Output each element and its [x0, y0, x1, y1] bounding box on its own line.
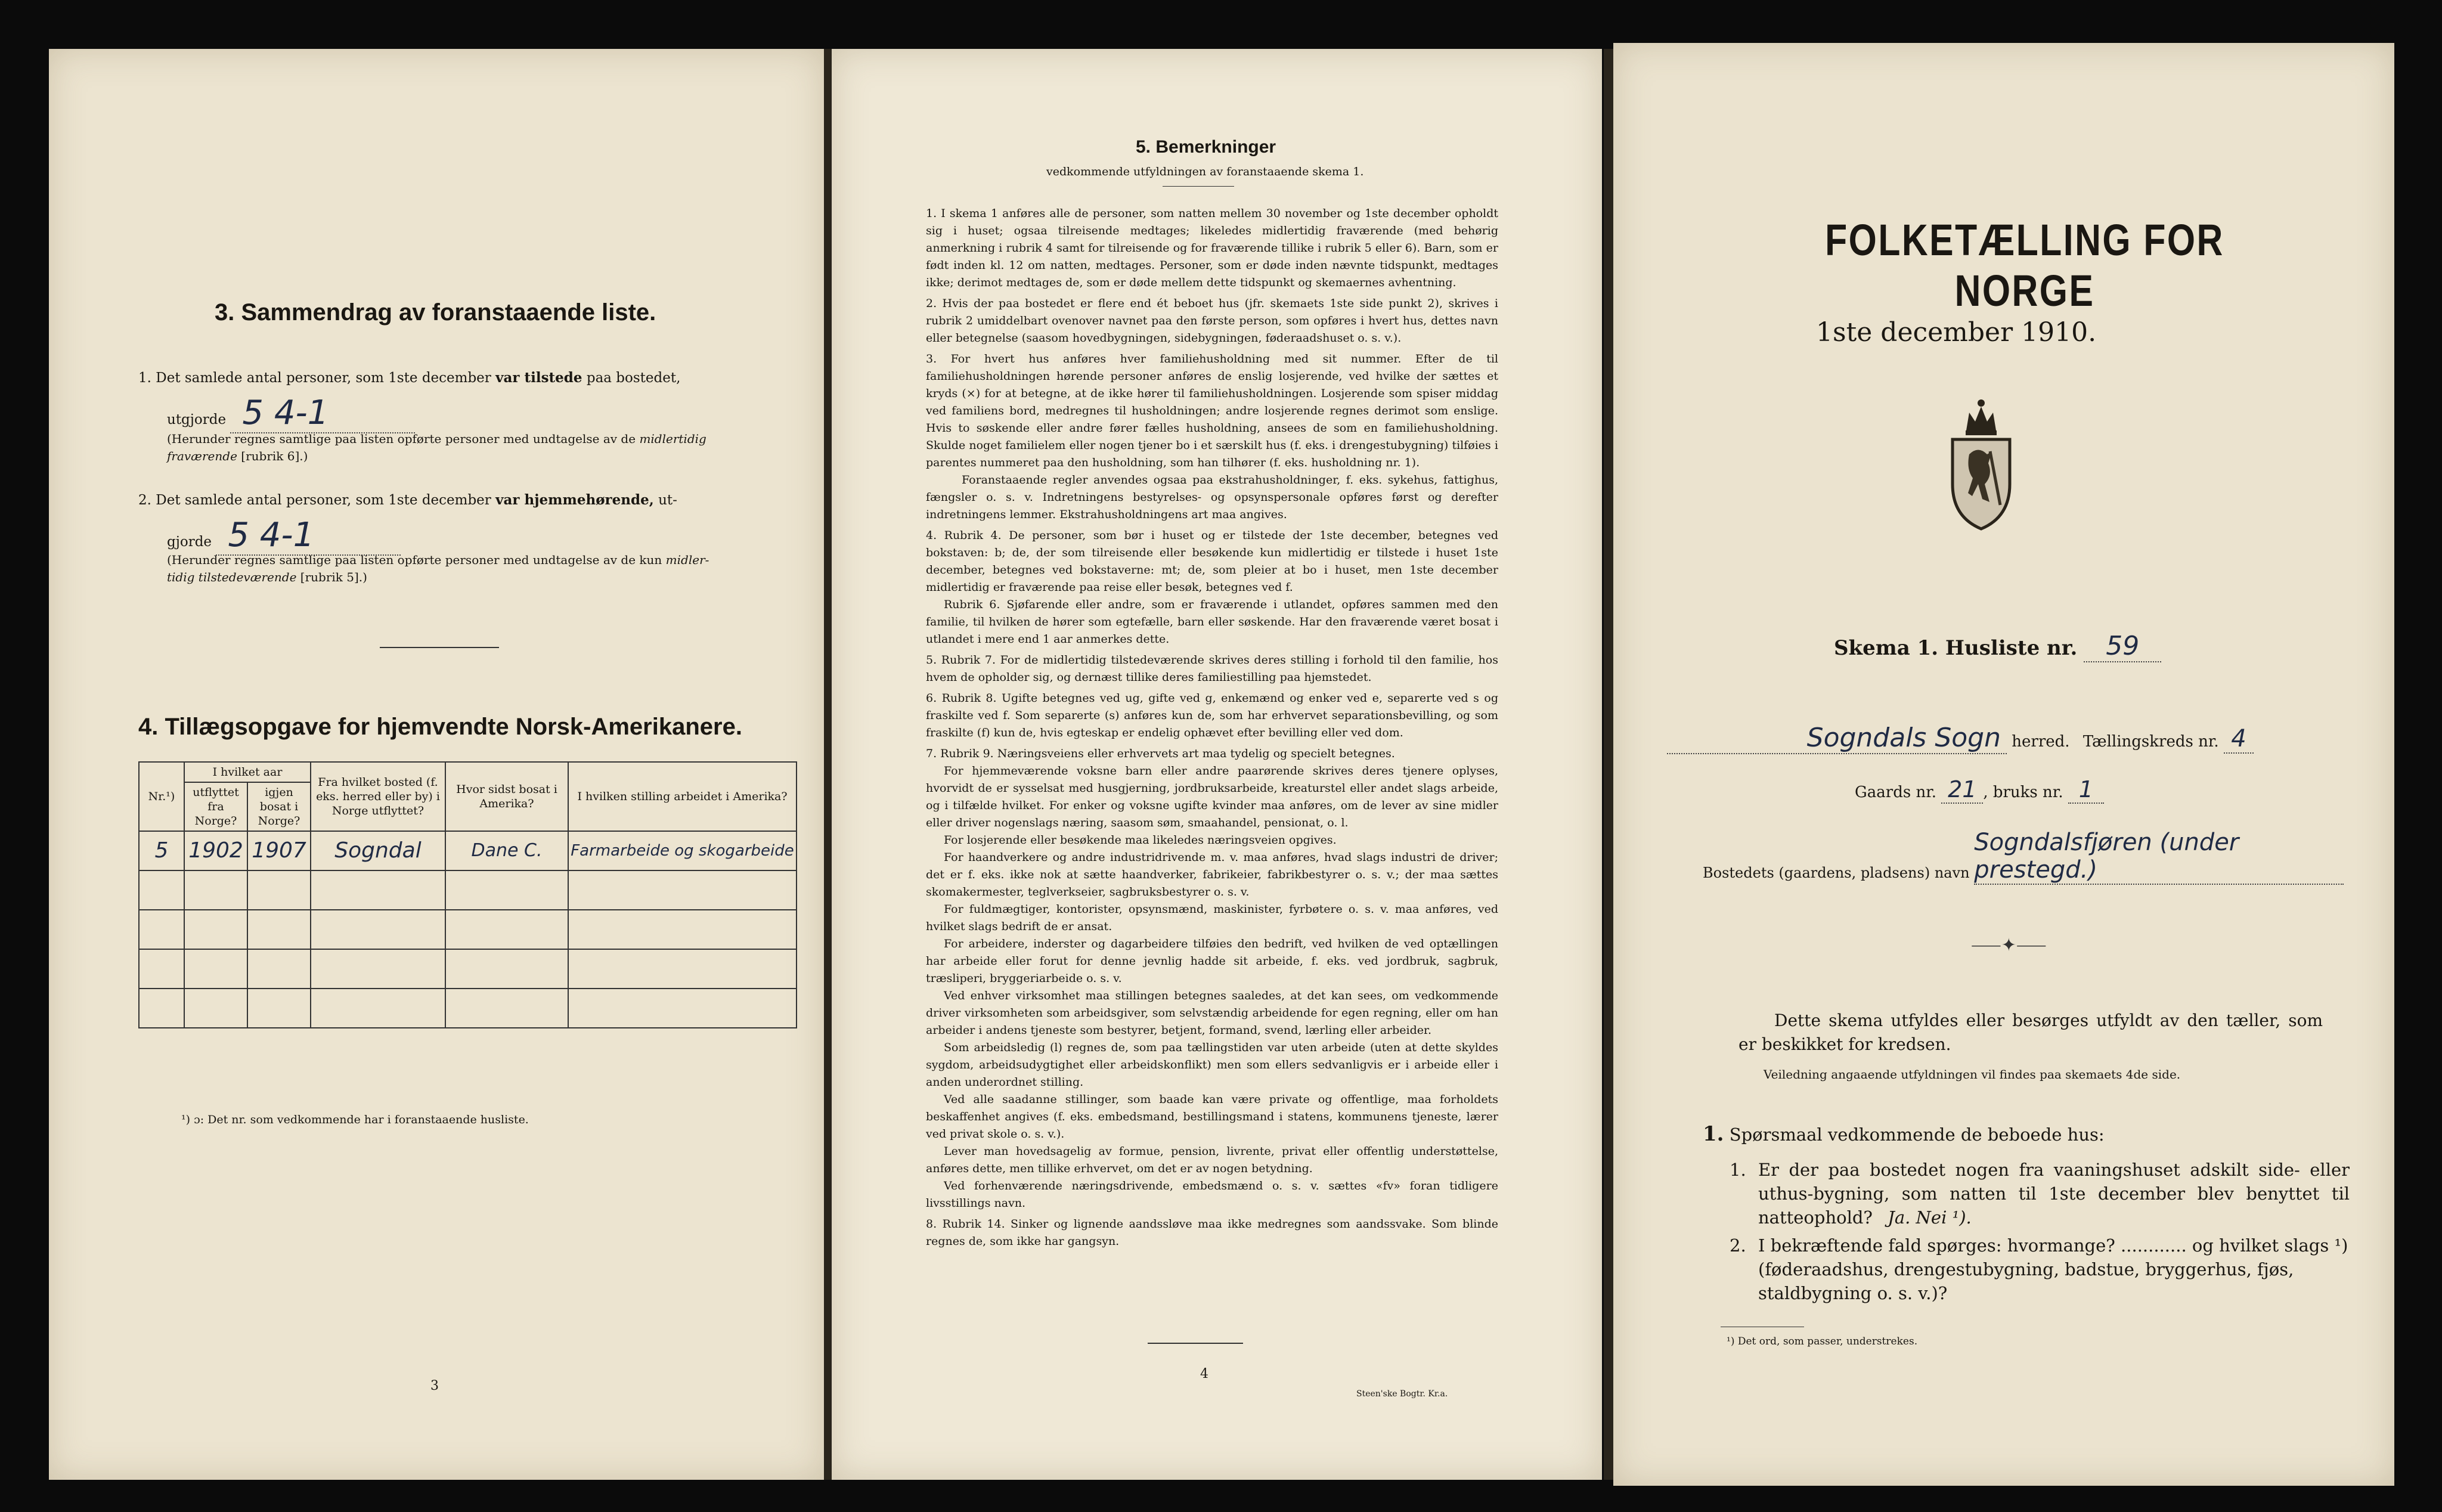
remark-paragraph: 1. I skema 1 anføres alle de personer, som natten mellem 30 november og 1ste december opholdt sig i huset; ogsaa tilreisende medtages; likeledes midlertidig fraværende (med behørig anmerkning i rubrik 4 samt for tilreisende og for fraværende tillike i rubrik 5 eller 6). Barn, som er født inden kl. 12 om natten, medtages. Personer, som er døde inden nævnte tidspunkt, medtages ikke; derimot medtages de, som er døde mellem dette tidspunkt og skemaernes avhentning.	[926, 207, 1498, 289]
cell-from[interactable]	[311, 870, 445, 910]
cell-nr[interactable]	[139, 870, 184, 910]
item-number: 1.	[138, 370, 151, 386]
cell-emigrated[interactable]: 1902	[184, 831, 247, 870]
col-returned: igjen bosat i Norge?	[247, 782, 311, 831]
col-from: Fra hvilket bosted (f. eks. herred eller by) i Norge utflyttet?	[311, 762, 445, 831]
cell-emigrated[interactable]	[184, 989, 247, 1028]
heading-text: Spørsmaal vedkommende de beboede hus:	[1729, 1124, 2105, 1145]
note-italic: tidig tilstedeværende	[167, 570, 297, 584]
divider	[1148, 1343, 1243, 1344]
cell-nr[interactable]	[139, 989, 184, 1028]
question-1	[1730, 1158, 2350, 1229]
question-text: I bekræftende fald spørges: hvormange? ............ og hvilket slags ¹) (føderaadshus, drengestubygning, badstue, bryggerhus, fjøs, staldbygning o. s. v.)?	[1758, 1235, 2348, 1303]
cell-emigrated[interactable]	[184, 870, 247, 910]
note-text: [rubrik 6].)	[241, 449, 308, 463]
cell-position[interactable]	[568, 989, 797, 1028]
bruks-number[interactable]: 1	[2068, 776, 2104, 804]
cell-returned[interactable]	[247, 870, 311, 910]
question-number: 2.	[1730, 1235, 1746, 1256]
col-where: Hvor sidst bosat i Amerika?	[445, 762, 568, 831]
remark-paragraph: 7. Rubrik 9. Næringsveiens eller erhvervets art maa tydelig og specielt betegnes.	[926, 747, 1395, 760]
item-text: ut-	[658, 492, 677, 508]
remark-paragraph: 5. Rubrik 7. For de midlertidig tilstedeværende skrives deres stilling i forhold til den familie, hos hvem de opholder sig, og dernæst tillike deres familiestilling paa hjemstedet.	[926, 653, 1498, 684]
cell-nr[interactable]: 5	[139, 831, 184, 870]
remark-paragraph: Ved forhenværende næringsdrivende, embedsmænd o. s. v. sættes «fv» foran tidligere livsstillings navn.	[926, 1179, 1498, 1210]
question-text: Er der paa bostedet nogen fra vaaningshuset adskilt side- eller uthus-bygning, som natten til 1ste december blev benyttet til natteophold?	[1758, 1160, 2350, 1228]
note-italic: fraværende	[167, 449, 237, 463]
skema-label: Skema 1. Husliste nr.	[1834, 636, 2078, 660]
item-text: Det samlede antal personer, som 1ste december	[156, 492, 491, 508]
note-text: (Herunder regnes samtlige paa listen opførte personer med undtagelse av de	[167, 432, 636, 446]
returnee-table	[138, 761, 797, 1028]
cell-from[interactable]	[311, 989, 445, 1028]
note-text: [rubrik 5].)	[300, 570, 367, 584]
questions-heading	[1703, 1122, 2105, 1146]
cell-position[interactable]: Farmarbeide og skogarbeide	[568, 831, 797, 870]
note-italic: midlertidig	[639, 432, 706, 446]
skema-line	[1834, 631, 2161, 662]
resident-total-value[interactable]: 5 4-1	[216, 516, 401, 556]
coat-of-arms-icon	[1945, 395, 2017, 538]
page-number: 4	[1200, 1367, 1208, 1381]
cell-nr[interactable]	[139, 910, 184, 949]
col-position: I hvilken stilling arbeidet i Amerika?	[568, 762, 797, 831]
cell-nr[interactable]	[139, 949, 184, 989]
remark-paragraph: 3. For hvert hus anføres hver familiehusholdning med sit nummer. Efter de til familiehusholdningen hørende personer anføres de enslig losjerende, ved hvilke der sættes et kryds (×) for at betegne, at de ikke hører til familiehusholdningen. Losjerende som spiser middag ved familiens bord, medregnes til husholdningen; andre losjerende regnes derimot som enslige. Hvis to søskende eller andre fører fælles husholdning, ansees de som en familiehusholdning. Skulde noget familielem eller nogen tjener bo i et særskilt hus (f. eks. i drengestubygning) tilføies i parentes nummeret paa den husholdning, som han tilhører (f. eks. husholdning nr. 1).	[926, 352, 1498, 469]
cell-where[interactable]	[445, 949, 568, 989]
returnee-section-title: 4. Tillægsopgave for hjemvendte Norsk-Amerikanere.	[138, 714, 742, 740]
bosted-value[interactable]: Sogndalsfjøren (under prestegd.)	[1974, 829, 2344, 885]
cell-emigrated[interactable]	[184, 910, 247, 949]
intro-note: Veiledning angaaende utfyldningen vil findes paa skemaets 4de side.	[1764, 1067, 2181, 1082]
cell-from[interactable]: Sogndal	[311, 831, 445, 870]
page-number: 3	[430, 1378, 439, 1393]
divider	[380, 647, 499, 648]
page-footnote: ¹) Det ord, som passer, understrekes.	[1727, 1336, 1918, 1347]
cell-returned[interactable]	[247, 910, 311, 949]
herred-line	[1667, 723, 2382, 754]
remark-paragraph: Ved enhver virksomhet maa stillingen betegnes saaledes, at det kan sees, om vedkommende driver virksomheten som arbeidsgiver, som selvstændig arbeidende for egen regning, eller om han arbeider i andens tjeneste som bestyrer, betjent, formand, svend, lærling eller arbeider.	[926, 989, 1498, 1037]
remarks-body	[926, 205, 1498, 1250]
cell-position[interactable]	[568, 949, 797, 989]
item-number: 2.	[138, 492, 151, 508]
cell-position[interactable]	[568, 910, 797, 949]
summary-item-1-total	[167, 394, 415, 433]
census-date: 1ste december 1910.	[1816, 317, 2097, 348]
cell-from[interactable]	[311, 949, 445, 989]
question-number: 1.	[1730, 1160, 1746, 1180]
table-footnote: ¹) ɔ: Det nr. som vedkommende har i foranstaaende husliste.	[181, 1113, 529, 1126]
col-nr: Nr.¹)	[139, 762, 184, 831]
item-text: Det samlede antal personer, som 1ste december	[156, 370, 491, 386]
remark-paragraph: For haandverkere og andre industridrivende m. v. maa anføres, hvad slags industri de driver; det er f. eks. ikke nok at sætte haandverker, fabrikeier, fabrikbestyrer o. s. v.; der maa sættes skomakermester, teglverkseier, sagbruksbestyrer o. s. v.	[926, 851, 1498, 898]
printer-mark: Steen'ske Bogtr. Kr.a.	[1356, 1389, 1448, 1399]
herred-label: herred.	[2012, 733, 2070, 751]
census-title: FOLKETÆLLING FOR NORGE	[1825, 215, 2224, 315]
note-italic: midler-	[665, 553, 709, 567]
bruks-label: , bruks nr.	[1983, 783, 2063, 801]
summary-item-2-total	[167, 516, 401, 556]
present-total-value[interactable]: 5 4-1	[230, 394, 415, 433]
heading-number: 1.	[1703, 1122, 1724, 1146]
left-page	[49, 49, 824, 1480]
krets-label: Tællingskreds nr.	[2082, 733, 2219, 751]
remark-paragraph: 4. Rubrik 4. De personer, som bør i huset og er tilstede der 1ste december, betegnes ved bokstaven: b; de, der som tilreisende eller besøkende kun midlertidig er tilstede i huset 1ste december, betegnes ved bokstaverne: mt; de, som pleier at bo i huset, men 1ste december midlertidig er fraværende paa reise eller besøk, betegnes ved f.	[926, 529, 1498, 594]
remark-paragraph: Ved alle saadanne stillinger, som baade kan være private og offentlige, maa forholdets beskaffenhet angives (f. eks. embedsmand, bestillingsmand i statens, kommunens tjeneste, lærer ved privat skole o. s. v.).	[926, 1093, 1498, 1141]
item-label: gjorde	[167, 534, 212, 550]
answer-options[interactable]: Ja. Nei ¹).	[1888, 1207, 1972, 1228]
remark-paragraph: Lever man hovedsagelig av formue, pension, livrente, privat eller offentlig understøttelse, anføres dette, men tillike erhvervet, om det er av nogen betydning.	[926, 1145, 1498, 1175]
summary-item-1-note	[167, 430, 763, 465]
cell-where[interactable]	[445, 910, 568, 949]
summary-item-1	[138, 368, 794, 388]
col-group-year: I hvilket aar	[184, 762, 311, 782]
remark-paragraph: 6. Rubrik 8. Ugifte betegnes ved ug, gifte ved g, enkemænd og enker ved e, separerte ved s og fraskilte ved f. Som separerte (s) anføres kun de, som har erhvervet separationsbevilling, og som fraskilte (f) kun de, hvis egteskap er endelig ophævet efter bevilling eller ved dom.	[926, 692, 1498, 739]
remark-paragraph: 8. Rubrik 14. Sinker og lignende aandssløve maa ikke medregnes som aandssvake. Som blinde regnes de, som ikke har gangsyn.	[926, 1217, 1498, 1248]
table-row	[139, 910, 797, 949]
krets-number[interactable]: 4	[2224, 725, 2254, 754]
table-row	[139, 989, 797, 1028]
husliste-number[interactable]: 59	[2084, 631, 2161, 662]
summary-item-2	[138, 490, 794, 510]
table-row	[139, 870, 797, 910]
remark-paragraph: Rubrik 6. Sjøfarende eller andre, som er fraværende i utlandet, opføres sammen med den familie, til hvilken de hører som egtefælle, barn eller søskende. Har den fraværende været bosat i utlandet i mere end 1 aar anmerkes dette.	[926, 598, 1498, 646]
item-bold-text: var hjemmehørende,	[495, 492, 654, 508]
remarks-title: 5. Bemerkninger	[1136, 137, 1276, 157]
col-emigrated: utflyttet fra Norge?	[184, 782, 247, 831]
summary-section-title: 3. Sammendrag av foranstaaende liste.	[215, 299, 656, 326]
remark-paragraph: Foranstaaende regler anvendes ogsaa paa ekstrahusholdninger, f. eks. sykehus, fattighus, fængsler o. s. v. Indretningens bestyrelses- og opsynspersonale opføres først og derefter indretningens lemmer. Ekstrahusholdningens art maa angives.	[926, 473, 1498, 521]
divider	[1163, 186, 1234, 187]
gaards-label: Gaards nr.	[1855, 783, 1937, 801]
bosted-label: Bostedets (gaardens, pladsens) navn	[1703, 865, 1970, 881]
cell-position[interactable]	[568, 870, 797, 910]
remark-paragraph: For arbeidere, inderster og dagarbeidere tilføies den bedrift, ved hvilken de ved optællingen har arbeide eller forut for denne jevnlig hadde sit arbeide, f. eks. ved jordbruk, sagbruk, træsliperi, bryggeriarbeide o. s. v.	[926, 937, 1498, 985]
gaards-number[interactable]: 21	[1941, 776, 1983, 804]
cell-where[interactable]	[445, 989, 568, 1028]
cell-where[interactable]	[445, 870, 568, 910]
cell-from[interactable]	[311, 910, 445, 949]
note-text: (Herunder regnes samtlige paa listen opførte personer med undtagelse av de kun	[167, 553, 662, 567]
question-2	[1730, 1234, 2350, 1305]
remark-paragraph: 2. Hvis der paa bostedet er flere end ét beboet hus (jfr. skemaets 1ste side punkt 2), skrives i rubrik 2 umiddelbart ovenover navnet paa den første person, som opføres i hvert hus, dettes navn eller betegnelse (saasom hovedbygningen, sidebygningen, føderaadshuset o. s. v.).	[926, 297, 1498, 345]
summary-item-2-note	[167, 551, 763, 586]
right-page	[1613, 43, 2394, 1486]
remark-paragraph: For fuldmægtiger, kontorister, opsynsmænd, maskinister, fyrbøtere o. s. v. maa anføres, ved hvilket slags bedrift de er ansat.	[926, 903, 1498, 933]
remark-paragraph: For losjerende eller besøkende maa likeledes næringsveien opgives.	[944, 834, 1337, 847]
table-row	[139, 949, 797, 989]
cell-returned[interactable]	[247, 949, 311, 989]
middle-page	[832, 49, 1602, 1480]
table-row	[139, 831, 797, 870]
cell-emigrated[interactable]	[184, 949, 247, 989]
item-bold-text: var tilstede	[495, 370, 582, 386]
remark-paragraph: For hjemmeværende voksne barn eller andre paarørende skrives deres tjenere oplyses, hvorvidt de er sysselsat med husgjerning, jordbruksarbeide, kreaturstel eller andet slags arbeide, og i tilfælde hvilket. For enker og voksne ugifte kvinder maa anføres, om de lever av sine midler eller driver nogenslags næring, saasom søm, smaahandel, pensionat, o. l.	[926, 764, 1498, 829]
remarks-subtitle: vedkommende utfyldningen av foranstaaende skema 1.	[1046, 165, 1364, 178]
item-text: paa bostedet,	[586, 370, 681, 386]
cell-returned[interactable]: 1907	[247, 831, 311, 870]
book-spine	[1604, 49, 1613, 1480]
bosted-line	[1703, 829, 2370, 885]
intro-text: Dette skema utfyldes eller besørges utfyldt av den tæller, som er beskikket for kredsen.	[1738, 1011, 2323, 1054]
item-label: utgjorde	[167, 412, 227, 427]
book-spine	[824, 49, 832, 1480]
herred-value[interactable]: Sogndals Sogn	[1667, 723, 2007, 754]
cell-returned[interactable]	[247, 989, 311, 1028]
ornament-icon: ⸺✦⸺	[1971, 935, 2047, 956]
cell-where[interactable]: Dane C.	[445, 831, 568, 870]
remark-paragraph: Som arbeidsledig (l) regnes de, som paa tællingstiden var uten arbeide (uten at dette skyldes sygdom, arbeidsudygtighet eller arbeidskonflikt) men som ellers sedvanligvis er i arbeide eller i anden underordnet stilling.	[926, 1041, 1498, 1089]
gaards-line	[1855, 776, 2104, 804]
